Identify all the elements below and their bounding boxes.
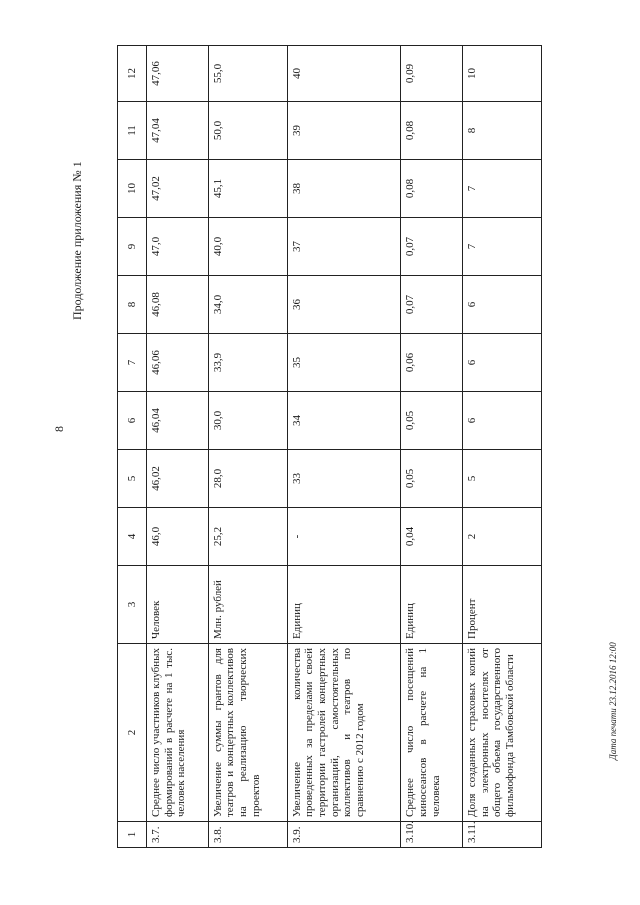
value-cell: 6: [462, 392, 541, 450]
row-number: 3.10.: [401, 822, 463, 848]
value-cell: 0,05: [401, 392, 463, 450]
indicator-name: Увеличение количества проведенных за пределами своей территории гастролей концертных организаций, самостоятельных коллективов и театров по сравнению с 2012 годом: [287, 644, 401, 822]
table-row: [462, 46, 541, 848]
value-cell: -: [287, 508, 401, 566]
value-cell: 46,08: [147, 276, 209, 334]
header-cell: 2: [118, 644, 147, 822]
header-cell: 9: [118, 218, 147, 276]
value-cell: 34,0: [208, 276, 287, 334]
value-cell: 0,04: [401, 508, 463, 566]
value-cell: 0,08: [401, 160, 463, 218]
indicator-name: Среднее число участников клубных формирований в расчете на 1 тыс. человек населения: [147, 644, 209, 822]
table-row: [287, 46, 401, 848]
value-cell: 7: [462, 218, 541, 276]
value-cell: 7: [462, 160, 541, 218]
value-cell: 39: [287, 102, 401, 160]
row-number: 3.11.: [462, 822, 541, 848]
value-cell: 28,0: [208, 450, 287, 508]
unit-cell: Единиц: [401, 566, 463, 644]
value-cell: 0,07: [401, 218, 463, 276]
value-cell: 33: [287, 450, 401, 508]
header-cell: 5: [118, 450, 147, 508]
value-cell: 47,0: [147, 218, 209, 276]
value-cell: 0,06: [401, 334, 463, 392]
value-cell: 46,0: [147, 508, 209, 566]
value-cell: 46,06: [147, 334, 209, 392]
value-cell: 34: [287, 392, 401, 450]
table-row: [147, 46, 209, 848]
header-cell: 7: [118, 334, 147, 392]
unit-cell: Млн. рублей: [208, 566, 287, 644]
page-number: 8: [52, 426, 66, 432]
row-number: 3.8.: [208, 822, 287, 848]
header-cell: 11: [118, 102, 147, 160]
header-cell: 12: [118, 46, 147, 102]
table-row: [401, 46, 463, 848]
header-cell: 10: [118, 160, 147, 218]
value-cell: 46,04: [147, 392, 209, 450]
value-cell: 35: [287, 334, 401, 392]
indicators-table: [117, 45, 542, 848]
unit-cell: Единиц: [287, 566, 401, 644]
value-cell: 6: [462, 334, 541, 392]
value-cell: 33,9: [208, 334, 287, 392]
row-number: 3.9.: [287, 822, 401, 848]
value-cell: 45,1: [208, 160, 287, 218]
row-number: 3.7.: [147, 822, 209, 848]
value-cell: 47,04: [147, 102, 209, 160]
value-cell: 40,0: [208, 218, 287, 276]
header-cell: 8: [118, 276, 147, 334]
value-cell: 8: [462, 102, 541, 160]
indicator-name: Среднее число посещений киносеансов в расчете на 1 человека: [401, 644, 463, 822]
indicator-name: Увеличение суммы грантов для театров и концертных коллективов на реализацию творческих проектов: [208, 644, 287, 822]
unit-cell: Человек: [147, 566, 209, 644]
appendix-caption: Продолжение приложения № 1: [70, 161, 84, 320]
value-cell: 30,0: [208, 392, 287, 450]
value-cell: 55,0: [208, 46, 287, 102]
value-cell: 0,05: [401, 450, 463, 508]
header-cell: 4: [118, 508, 147, 566]
value-cell: 0,09: [401, 46, 463, 102]
value-cell: 10: [462, 46, 541, 102]
value-cell: 47,02: [147, 160, 209, 218]
indicator-name: Доля созданных страховых копий на электронных носителях от общего объема государственного фильмофонда Тамбовской области: [462, 644, 541, 822]
rotated-table-wrapper: [117, 46, 542, 848]
table-row: [208, 46, 287, 848]
value-cell: 36: [287, 276, 401, 334]
value-cell: 50,0: [208, 102, 287, 160]
value-cell: 25,2: [208, 508, 287, 566]
value-cell: 6: [462, 276, 541, 334]
header-cell: 1: [118, 822, 147, 848]
header-row: [118, 46, 147, 848]
value-cell: 38: [287, 160, 401, 218]
value-cell: 0,07: [401, 276, 463, 334]
unit-cell: Процент: [462, 566, 541, 644]
value-cell: 40: [287, 46, 401, 102]
value-cell: 46,02: [147, 450, 209, 508]
value-cell: 37: [287, 218, 401, 276]
header-cell: 3: [118, 566, 147, 644]
print-date: Дата печати 23.12.2016 12:00: [608, 642, 618, 760]
value-cell: 2: [462, 508, 541, 566]
value-cell: 0,08: [401, 102, 463, 160]
value-cell: 47,06: [147, 46, 209, 102]
header-cell: 6: [118, 392, 147, 450]
value-cell: 5: [462, 450, 541, 508]
